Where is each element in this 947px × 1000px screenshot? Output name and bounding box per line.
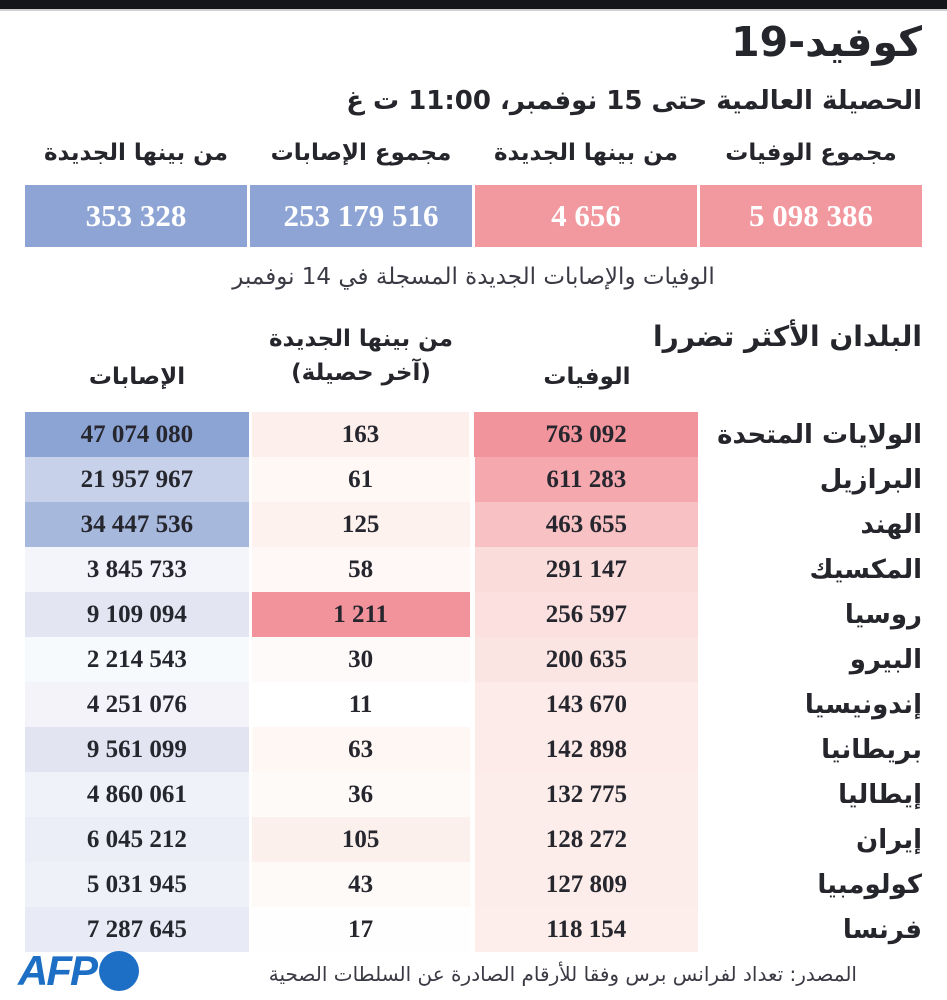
new-deaths-cell: 105 — [252, 817, 470, 862]
cases-cell: 5 031 945 — [25, 862, 249, 907]
cases-cell: 6 045 212 — [25, 817, 249, 862]
deaths-cell: 118 154 — [475, 907, 699, 952]
table-row — [25, 412, 922, 457]
table-row — [25, 682, 922, 727]
cases-cell: 3 845 733 — [25, 547, 249, 592]
cases-cell: 4 251 076 — [25, 682, 249, 727]
country-name: الهند — [860, 509, 922, 540]
page-subtitle: الحصيلة العالمية حتى 15 نوفمبر، 11:00 ت غ — [346, 86, 922, 116]
new-deaths-cell: 63 — [252, 727, 470, 772]
table-row — [25, 502, 922, 547]
page-title: كوفيد-19 — [731, 18, 922, 66]
summary-table-values — [25, 185, 922, 247]
summary-col-label-new-deaths: من بينها الجديدة — [493, 140, 679, 166]
cases-cell: 2 214 543 — [25, 637, 249, 682]
deaths-cell: 763 092 — [474, 412, 698, 457]
afp-logo-circle-icon — [99, 951, 139, 991]
new-deaths-cell: 11 — [252, 682, 470, 727]
new-deaths-value: 4 656 — [475, 185, 697, 247]
table-row — [25, 592, 922, 637]
deaths-cell: 291 147 — [475, 547, 699, 592]
new-deaths-cell: 17 — [252, 907, 470, 952]
afp-logo — [18, 948, 139, 994]
deaths-cell: 128 272 — [475, 817, 699, 862]
countries-section-title: البلدان الأكثر تضررا — [653, 320, 922, 353]
deaths-cell: 463 655 — [475, 502, 699, 547]
table-row — [25, 862, 922, 907]
deaths-cell: 611 283 — [475, 457, 699, 502]
country-name: إندونيسيا — [804, 689, 922, 720]
country-name: كولومبيا — [817, 869, 922, 900]
table-row — [25, 907, 922, 952]
new-deaths-cell: 43 — [252, 862, 470, 907]
cases-cell: 7 287 645 — [25, 907, 249, 952]
deaths-cell: 132 775 — [475, 772, 699, 817]
cases-cell: 4 860 061 — [25, 772, 249, 817]
cases-cell: 9 561 099 — [25, 727, 249, 772]
new-deaths-cell: 30 — [252, 637, 470, 682]
deaths-cell: 256 597 — [475, 592, 699, 637]
source-text: المصدر: تعداد لفرانس برس وفقا للأرقام الصادرة عن السلطات الصحية — [268, 962, 857, 986]
new-deaths-cell: 1 211 — [252, 592, 470, 637]
total-cases-value: 253 179 516 — [250, 185, 472, 247]
cases-cell: 21 957 967 — [25, 457, 249, 502]
new-deaths-cell: 36 — [252, 772, 470, 817]
country-name: المكسيك — [809, 554, 922, 585]
new-deaths-cell: 61 — [252, 457, 470, 502]
country-name: روسيا — [844, 599, 922, 630]
country-name: إيطاليا — [838, 779, 922, 810]
deaths-cell: 143 670 — [475, 682, 699, 727]
new-deaths-cell: 163 — [252, 412, 470, 457]
deaths-cell: 200 635 — [475, 637, 699, 682]
deaths-cell: 127 809 — [475, 862, 699, 907]
country-name: البرازيل — [819, 464, 922, 495]
table-row — [25, 727, 922, 772]
country-name: إيران — [856, 824, 922, 855]
table-row — [25, 637, 922, 682]
summary-col-label-new-cases: من بينها الجديدة — [43, 140, 229, 166]
column-header-new-deaths-line2: (آخر حصيلة) — [291, 360, 431, 386]
total-deaths-value: 5 098 386 — [700, 185, 922, 247]
top-black-bar — [0, 0, 947, 11]
summary-col-label-total-cases: مجموع الإصابات — [270, 140, 452, 166]
country-name: فرنسا — [842, 914, 922, 945]
column-header-deaths: الوفيات — [543, 364, 631, 390]
summary-col-label-total-deaths: مجموع الوفيات — [725, 140, 897, 166]
new-cases-value: 353 328 — [25, 185, 247, 247]
table-row — [25, 457, 922, 502]
new-deaths-cell: 125 — [252, 502, 470, 547]
cases-cell: 47 074 080 — [25, 412, 249, 457]
column-header-cases: الإصابات — [88, 364, 186, 390]
summary-note: الوفيات والإصابات الجديدة المسجلة في 14 نوفمبر — [232, 264, 715, 290]
new-deaths-cell: 58 — [252, 547, 470, 592]
table-row — [25, 547, 922, 592]
table-row — [25, 817, 922, 862]
cases-cell: 34 447 536 — [25, 502, 249, 547]
afp-logo-text: AFP — [18, 947, 96, 994]
country-name: بريطانيا — [821, 734, 922, 765]
country-rows — [25, 412, 922, 952]
country-name: البيرو — [849, 644, 922, 675]
summary-table-header — [25, 140, 922, 166]
deaths-cell: 142 898 — [475, 727, 699, 772]
country-name: الولايات المتحدة — [717, 419, 922, 450]
column-header-new-deaths-line1: من بينها الجديدة — [268, 326, 454, 352]
cases-cell: 9 109 094 — [25, 592, 249, 637]
table-row — [25, 772, 922, 817]
